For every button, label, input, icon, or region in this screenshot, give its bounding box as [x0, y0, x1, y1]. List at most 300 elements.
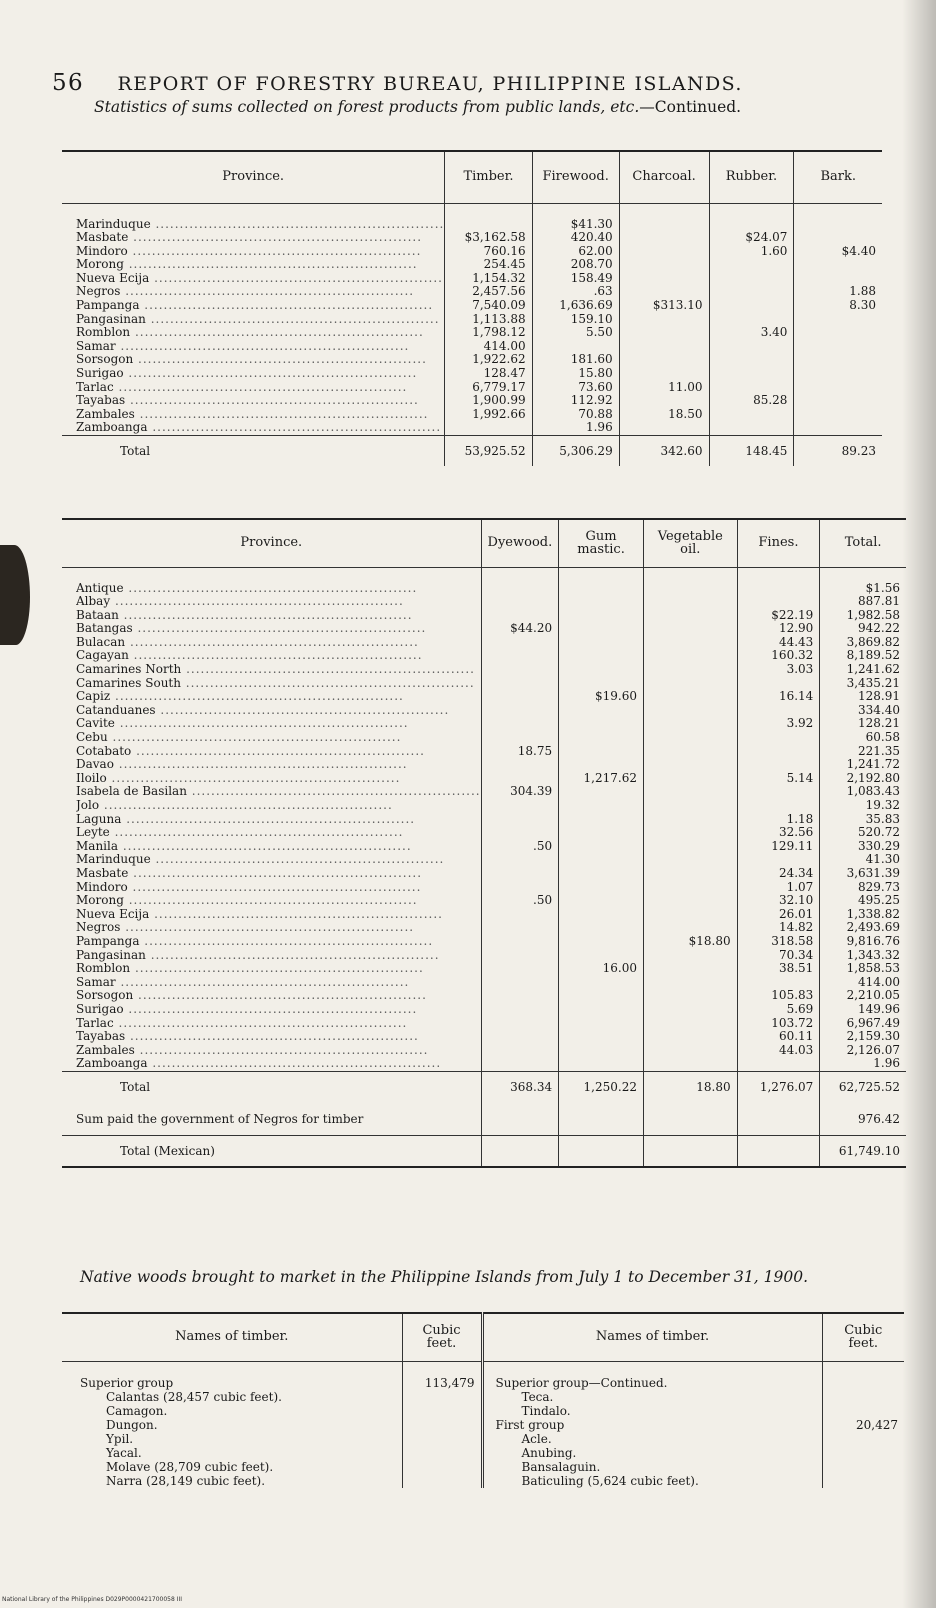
- firewood-value: [533, 340, 619, 354]
- province-name: Morong ............................................................: [76, 894, 418, 908]
- gum-mastic-value: [559, 894, 643, 908]
- province-name: Capiz ............................................................: [76, 690, 404, 704]
- timber-value: 1,992.66: [472, 407, 526, 421]
- vegetable-oil-value: [644, 1044, 737, 1058]
- timber-species: Bansalaguin.: [521, 1459, 601, 1474]
- gum-mastic-value: [559, 813, 643, 827]
- timber-species: Yacal.: [106, 1445, 142, 1460]
- charcoal-value: [620, 313, 709, 327]
- gum-mastic-value: [559, 785, 643, 799]
- dyewood-value: [482, 758, 559, 772]
- gum-mastic-value: [559, 881, 643, 895]
- rubber-value: [710, 299, 794, 313]
- charcoal-value: [620, 285, 709, 299]
- vegetable-oil-value: [644, 1057, 737, 1071]
- province-name: Pampanga ............................................................: [76, 299, 434, 313]
- charcoal-value: 11.00: [668, 380, 703, 394]
- fines-value: 12.90: [778, 622, 814, 636]
- timber-species: Tindalo.: [521, 1403, 571, 1418]
- col-header-charcoal: Charcoal.: [619, 151, 709, 203]
- gum-mastic-value: [559, 609, 643, 623]
- timber-value: $3,162.58: [464, 231, 526, 245]
- col-header-names-left: Names of timber.: [62, 1313, 402, 1361]
- province-name: Cebu ............................................................: [76, 731, 402, 745]
- col-header-fines: Fines.: [737, 519, 820, 567]
- province-name: Albay ............................................................: [76, 595, 404, 609]
- province-name: Surigao ............................................................: [76, 1002, 418, 1016]
- timber-group: First group: [495, 1417, 565, 1432]
- province-total-value: 60.58: [865, 731, 900, 745]
- bark-value: [794, 272, 882, 286]
- col-header-timber: Timber.: [445, 151, 532, 203]
- bark-value: [794, 313, 882, 327]
- rubber-column: [709, 203, 794, 436]
- province-name: Mindoro ............................................................: [76, 880, 422, 894]
- province-name: Zamboanga ............................................................: [76, 421, 442, 435]
- total-dyewood: 368.34: [481, 1071, 559, 1102]
- vegetable-oil-value: [644, 921, 737, 935]
- total-mexican-value: 61,749.10: [820, 1136, 906, 1168]
- rubber-value: [710, 381, 794, 395]
- timber-value: 6,779.17: [472, 380, 526, 394]
- province-name: Zamboanga ............................................................: [76, 1057, 442, 1071]
- bark-value: [794, 353, 882, 367]
- province-name: Tarlac ............................................................: [76, 1016, 408, 1030]
- vegetable-oil-value: [644, 881, 737, 895]
- province-name: Tayabas ............................................................: [76, 394, 419, 408]
- vegetable-oil-value: [644, 745, 737, 759]
- province-total-value: 520.72: [858, 826, 900, 840]
- gum-mastic-value: [559, 799, 643, 813]
- gum-mastic-value: [559, 595, 643, 609]
- province-column: [62, 567, 481, 1071]
- vegetable-oil-value: [644, 649, 737, 663]
- rubber-value: [710, 272, 794, 286]
- province-name: Samar ............................................................: [76, 339, 410, 353]
- province-name: Bulacan ............................................................: [76, 635, 419, 649]
- vegetable-oil-value: [644, 622, 737, 636]
- rubber-value: $24.07: [745, 231, 788, 245]
- firewood-value: 70.88: [578, 407, 613, 421]
- cubic-feet-value: [823, 1376, 899, 1390]
- fines-value: 70.34: [778, 948, 814, 962]
- dyewood-value: [482, 609, 559, 623]
- gum-mastic-value: [559, 622, 643, 636]
- province-name: Marinduque ............................................................: [76, 217, 445, 231]
- vegetable-oil-value: $18.80: [688, 934, 731, 948]
- province-name: Pangasinan ............................................................: [76, 312, 440, 326]
- province-total-value: 1,343.32: [846, 948, 900, 962]
- vegetable-oil-value: [644, 690, 737, 704]
- gum-mastic-value: [559, 989, 643, 1003]
- dyewood-value: [482, 582, 559, 596]
- province-name: Camarines South ............................................................: [76, 676, 475, 690]
- timber-value: 7,540.09: [472, 299, 526, 313]
- bark-value: [794, 326, 882, 340]
- timber-species: Camagon.: [106, 1403, 168, 1418]
- province-total-value: 149.96: [858, 1002, 900, 1016]
- province-name: Masbate ............................................................: [76, 231, 423, 245]
- col-header-cubic-right: Cubic feet.: [822, 1313, 904, 1361]
- total-grand: 62,725.52: [820, 1071, 906, 1102]
- province-total-value: 1,241.62: [846, 663, 900, 677]
- vegetable-oil-value: [644, 989, 737, 1003]
- rubber-value: 85.28: [753, 394, 788, 408]
- province-name: Iloilo ............................................................: [76, 771, 401, 785]
- fines-value: 160.32: [771, 649, 814, 663]
- charcoal-value: [620, 258, 709, 272]
- charcoal-value: [620, 340, 709, 354]
- dyewood-value: [482, 690, 559, 704]
- province-name: Sorsogon ............................................................: [76, 989, 427, 1003]
- fines-value: 3.03: [786, 663, 814, 677]
- gum-mastic-value: [559, 921, 643, 935]
- province-name: Davao ............................................................: [76, 758, 408, 772]
- gum-mastic-value: [559, 826, 643, 840]
- negros-payment-value: 976.42: [820, 1102, 906, 1136]
- gum-mastic-value: [559, 731, 643, 745]
- firewood-value: 5.50: [585, 326, 613, 340]
- negros-payment-label: Sum paid the government of Negros for timber: [76, 1111, 364, 1126]
- timber-value: 414.00: [483, 339, 526, 353]
- vegetable-oil-value: [644, 1030, 737, 1044]
- fines-value: 32.56: [778, 826, 814, 840]
- charcoal-value: [620, 421, 709, 435]
- total-label: Total: [62, 1071, 481, 1102]
- dyewood-value: [482, 1003, 559, 1017]
- bark-value: [794, 394, 882, 408]
- total-firewood: 5,306.29: [532, 436, 619, 467]
- gum-mastic-value: [559, 840, 643, 854]
- dyewood-value: [482, 731, 559, 745]
- province-total-value: 1.96: [873, 1057, 900, 1071]
- vegetable-oil-value: [644, 840, 737, 854]
- charcoal-value: [620, 272, 709, 286]
- timber-value: [445, 218, 531, 232]
- firewood-value: 15.80: [578, 367, 613, 381]
- timber-value: 254.45: [483, 258, 526, 272]
- cubic-feet-value: [823, 1474, 899, 1488]
- gum-mastic-value: [559, 745, 643, 759]
- rubber-value: [710, 421, 794, 435]
- vegetable-oil-value: [644, 894, 737, 908]
- province-total-value: 19.32: [865, 799, 900, 812]
- gum-mastic-value: [559, 1057, 643, 1071]
- timber-species: Baticuling (5,624 cubic feet).: [521, 1473, 699, 1488]
- vegetable-oil-value: [644, 1003, 737, 1017]
- total-timber: 53,925.52: [445, 436, 532, 467]
- province-total-value: 495.25: [858, 894, 900, 908]
- caption-continued: —Continued.: [639, 98, 742, 116]
- cubic-feet-value: [403, 1404, 475, 1418]
- fines-value: 318.58: [771, 934, 814, 948]
- cubic-feet-value: [403, 1418, 475, 1432]
- timber-value: 1,154.32: [472, 271, 526, 285]
- province-total-value: 3,631.39: [846, 866, 900, 880]
- left-timber-list: [62, 1361, 402, 1488]
- firewood-value: $41.30: [570, 217, 613, 231]
- dyewood-value: [482, 813, 559, 827]
- gum-mastic-value: [559, 717, 643, 731]
- firewood-value: 208.70: [570, 258, 613, 272]
- province-total-value: 829.73: [858, 880, 900, 894]
- dyewood-value: [482, 989, 559, 1003]
- fines-column: [737, 567, 820, 1071]
- gum-mastic-value: [559, 649, 643, 663]
- fines-value: [738, 758, 820, 772]
- cubic-feet-value: [403, 1460, 475, 1474]
- vegetable-oil-value: [644, 799, 737, 813]
- dyewood-value: [482, 935, 559, 949]
- province-name: Sorsogon ............................................................: [76, 353, 427, 367]
- gum-mastic-value: [559, 582, 643, 596]
- fines-value: [738, 582, 820, 596]
- right-cubic-list: [822, 1361, 904, 1488]
- total-charcoal: 342.60: [619, 436, 709, 467]
- timber-species: Anubing.: [521, 1445, 577, 1460]
- province-total-value: 2,159.30: [846, 1030, 900, 1044]
- cubic-feet-value: [823, 1404, 899, 1418]
- province-total-value: 2,493.69: [846, 921, 900, 935]
- province-name: Nueva Ecija ............................................................: [76, 271, 443, 285]
- fines-value: [738, 1057, 820, 1071]
- charcoal-value: [620, 231, 709, 245]
- rubber-value: [710, 367, 794, 381]
- native-woods-caption: Native woods brought to market in the Philippine Islands from July 1 to December 31, 1900.: [80, 1268, 809, 1286]
- vegetable-oil-value: [644, 976, 737, 990]
- province-total-value: 128.91: [858, 690, 900, 704]
- total-vegetable-oil: 18.80: [643, 1071, 737, 1102]
- province-name: Nueva Ecija ............................................................: [76, 907, 443, 921]
- province-total-value: 1,858.53: [846, 962, 900, 976]
- charcoal-column: [619, 203, 709, 436]
- province-total-value: 35.83: [865, 812, 900, 826]
- fines-value: 26.01: [778, 907, 814, 921]
- library-footer: National Library of the Philippines D029P0000421700058 III: [2, 1596, 183, 1603]
- province-name: Camarines North ............................................................: [76, 663, 475, 677]
- firewood-value: 1,636.69: [559, 299, 613, 313]
- timber-value: 760.16: [483, 244, 526, 258]
- bark-value: [794, 367, 882, 381]
- fines-value: 60.11: [778, 1030, 814, 1044]
- gum-mastic-value: [559, 908, 643, 922]
- rubber-value: [710, 353, 794, 367]
- charcoal-value: [620, 326, 709, 340]
- firewood-value: 420.40: [570, 231, 613, 245]
- province-name: Pangasinan ............................................................: [76, 948, 440, 962]
- province-total-value: 414.00: [858, 975, 900, 989]
- total-fines: 1,276.07: [737, 1071, 820, 1102]
- province-name: Romblon ............................................................: [76, 326, 424, 340]
- gum-mastic-value: [559, 1044, 643, 1058]
- gum-mastic-value: [559, 677, 643, 691]
- province-name: Bataan ............................................................: [76, 608, 413, 622]
- timber-species: Narra (28,149 cubic feet).: [106, 1473, 266, 1488]
- province-total-value: 221.35: [858, 744, 900, 758]
- rubber-value: [710, 258, 794, 272]
- province-total-value: 887.81: [858, 595, 900, 609]
- bark-column: [794, 203, 882, 436]
- dyewood-value: [482, 649, 559, 663]
- dyewood-value: [482, 1044, 559, 1058]
- gum-mastic-value: [559, 853, 643, 867]
- rubber-value: 1.60: [760, 244, 788, 258]
- province-name: Cavite ............................................................: [76, 717, 409, 731]
- vegetable-oil-value: [644, 609, 737, 623]
- province-name: Leyte ............................................................: [76, 826, 404, 840]
- vegetable-oil-column: [643, 567, 737, 1071]
- dyewood-value: [482, 921, 559, 935]
- province-total-value: 1,338.82: [846, 907, 900, 921]
- dyewood-value: [482, 867, 559, 881]
- cubic-feet-value: 113,479: [424, 1375, 475, 1390]
- timber-value: 1,113.88: [472, 312, 526, 326]
- province-name: Mindoro ............................................................: [76, 244, 422, 258]
- province-total-value: 2,126.07: [846, 1043, 900, 1057]
- province-name: Negros ............................................................: [76, 921, 415, 935]
- gum-mastic-value: [559, 1017, 643, 1031]
- fines-value: [738, 785, 820, 799]
- total-gum-mastic: 1,250.22: [559, 1071, 644, 1102]
- vegetable-oil-value: [644, 853, 737, 867]
- timber-species: Teca.: [521, 1389, 554, 1404]
- timber-value: 2,457.56: [472, 285, 526, 299]
- province-name: Batangas ............................................................: [76, 622, 427, 636]
- rubber-value: [710, 408, 794, 422]
- vegetable-oil-value: [644, 908, 737, 922]
- gum-mastic-value: $19.60: [594, 690, 637, 704]
- cubic-feet-value: [403, 1446, 475, 1460]
- charcoal-value: $313.10: [652, 299, 703, 313]
- gum-mastic-value: [559, 704, 643, 718]
- dyewood-value: [482, 663, 559, 677]
- province-name: Laguna ............................................................: [76, 812, 416, 826]
- dyewood-value: [482, 881, 559, 895]
- province-total-value: 2,210.05: [846, 989, 900, 1003]
- col-header-dyewood: Dyewood.: [481, 519, 559, 567]
- firewood-value: 1.96: [585, 421, 613, 435]
- collections-table-1: [62, 150, 882, 466]
- timber-species: Calantas (28,457 cubic feet).: [106, 1389, 282, 1404]
- vegetable-oil-value: [644, 962, 737, 976]
- gum-mastic-value: [559, 663, 643, 677]
- dyewood-value: 18.75: [517, 744, 553, 758]
- vegetable-oil-value: [644, 758, 737, 772]
- rubber-value: [710, 285, 794, 299]
- fines-value: [738, 853, 820, 867]
- rubber-value: 3.40: [760, 326, 788, 340]
- bark-value: $4.40: [841, 244, 876, 258]
- dyewood-value: .50: [533, 894, 553, 908]
- timber-value: 1,798.12: [472, 326, 526, 340]
- fines-value: 38.51: [778, 962, 814, 976]
- gum-mastic-value: [559, 1003, 643, 1017]
- gum-mastic-value: [559, 1030, 643, 1044]
- firewood-value: 62.00: [578, 244, 613, 258]
- total-mexican-label: Total (Mexican): [62, 1136, 481, 1168]
- province-total-value: $1.56: [865, 581, 900, 595]
- rubber-value: [710, 313, 794, 327]
- fines-value: [738, 595, 820, 609]
- page-number: 56: [52, 70, 85, 96]
- vegetable-oil-value: [644, 663, 737, 677]
- cubic-feet-value: 20,427: [856, 1417, 898, 1432]
- dyewood-value: 304.39: [510, 785, 553, 799]
- fines-value: 44.43: [778, 635, 814, 649]
- bark-value: [794, 408, 882, 422]
- bark-value: 1.88: [849, 285, 876, 299]
- total-bark: 89.23: [794, 436, 882, 467]
- col-header-bark: Bark.: [794, 151, 882, 203]
- dyewood-value: .50: [533, 839, 553, 853]
- province-total-value: 1,083.43: [846, 785, 900, 799]
- cubic-feet-value: [403, 1432, 475, 1446]
- province-total-value: 41.30: [865, 853, 900, 867]
- vegetable-oil-value: [644, 636, 737, 650]
- page-edge-shadow: [902, 0, 936, 1608]
- dyewood-value: [482, 704, 559, 718]
- province-name: Samar ............................................................: [76, 975, 410, 989]
- right-timber-list: [482, 1361, 822, 1488]
- province-total-value: 330.29: [858, 839, 900, 853]
- dyewood-value: [482, 962, 559, 976]
- dyewood-value: $44.20: [510, 622, 553, 636]
- fines-value: 24.34: [778, 866, 814, 880]
- timber-value: [445, 421, 531, 435]
- fines-value: [738, 704, 820, 718]
- firewood-value: .63: [593, 285, 613, 299]
- vegetable-oil-value: [644, 731, 737, 745]
- cubic-feet-value: [823, 1390, 899, 1404]
- cubic-feet-value: [403, 1390, 475, 1404]
- dyewood-value: [482, 1030, 559, 1044]
- dyewood-value: [482, 772, 559, 786]
- gum-mastic-value: [559, 949, 643, 963]
- province-total-value: 334.40: [858, 703, 900, 717]
- dyewood-value: [482, 908, 559, 922]
- province-name: Antique ............................................................: [76, 581, 418, 595]
- province-name: Zambales ............................................................: [76, 407, 429, 421]
- province-name: Romblon ............................................................: [76, 962, 424, 976]
- dyewood-value: [482, 853, 559, 867]
- ink-blot: [0, 545, 30, 645]
- firewood-value: 73.60: [578, 380, 613, 394]
- gum-mastic-value: [559, 867, 643, 881]
- dyewood-value: [482, 949, 559, 963]
- dyewood-column: [481, 567, 559, 1071]
- charcoal-value: [620, 218, 709, 232]
- fines-value: 32.10: [778, 894, 814, 908]
- bark-value: [794, 421, 882, 435]
- fines-value: [738, 799, 820, 813]
- timber-species: Dungon.: [106, 1417, 158, 1432]
- dyewood-value: [482, 636, 559, 650]
- vegetable-oil-value: [644, 677, 737, 691]
- province-name: Surigao ............................................................: [76, 367, 418, 381]
- gum-mastic-column: [559, 567, 644, 1071]
- province-name: Isabela de Basilan ............................................................: [76, 785, 481, 799]
- province-name: Negros ............................................................: [76, 285, 415, 299]
- col-header-names-right: Names of timber.: [482, 1313, 822, 1361]
- timber-value: 1,900.99: [472, 394, 526, 408]
- rubber-value: [710, 340, 794, 354]
- vegetable-oil-value: [644, 785, 737, 799]
- timber-group: Superior group—Continued.: [495, 1375, 668, 1390]
- fines-value: [738, 677, 820, 691]
- vegetable-oil-value: [644, 813, 737, 827]
- province-total-value: 3,869.82: [846, 635, 900, 649]
- province-total-value: 942.22: [858, 622, 900, 636]
